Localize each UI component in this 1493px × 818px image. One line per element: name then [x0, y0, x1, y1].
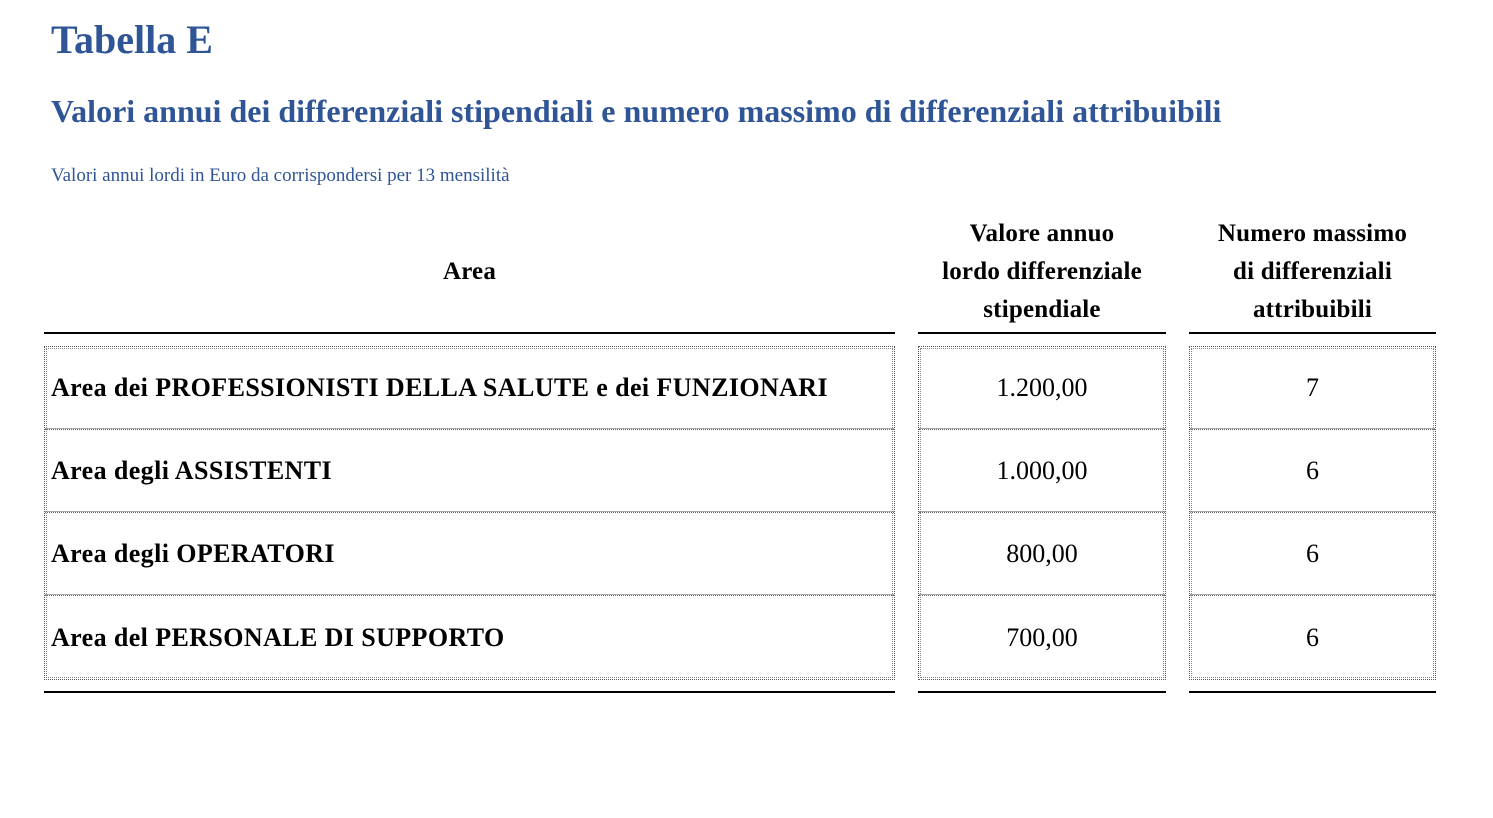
- document-subtitle: Valori annui dei differenziali stipendiali e numero massimo di differenziali attribuibili: [51, 93, 1222, 129]
- valore-column: [918, 212, 1166, 693]
- valore-header: [918, 212, 1166, 334]
- document-title: Tabella E: [51, 17, 213, 62]
- table-cell-valore: 800,00: [919, 513, 1165, 596]
- valore-header-line: Valore annuo: [969, 220, 1115, 247]
- area-bottom-rule: [44, 691, 895, 693]
- numero-header-line: Numero massimo: [1217, 220, 1408, 247]
- table-row-area: Area dei PROFESSIONISTI DELLA SALUTE e dei FUNZIONARI: [45, 347, 894, 430]
- table-cell-numero: 6: [1190, 513, 1435, 596]
- area-column-body: [44, 346, 895, 680]
- table-cell-valore: 1.000,00: [919, 430, 1165, 513]
- valore-column-body: [918, 346, 1166, 680]
- numero-header: [1189, 212, 1436, 334]
- valore-bottom-rule: [918, 691, 1166, 693]
- table-cell-numero: 6: [1306, 622, 1319, 652]
- table-cell-valore: 1.200,00: [919, 347, 1165, 430]
- area-column: [44, 212, 895, 693]
- valore-header-line: lordo differenziale: [942, 258, 1142, 285]
- numero-header-line: attribuibili: [1252, 296, 1373, 323]
- numero-column-body: [1189, 346, 1436, 680]
- table-cell-valore: 700,00: [1006, 622, 1078, 652]
- numero-header-line: di differenziali: [1233, 258, 1392, 285]
- table-cell-numero: 7: [1190, 347, 1435, 430]
- table-row-area: Area degli ASSISTENTI: [45, 430, 894, 513]
- numero-column: [1189, 212, 1436, 693]
- table-note: Valori annui lordi in Euro da corrispondersi per 13 mensilità: [51, 165, 510, 186]
- area-header: [44, 212, 895, 334]
- numero-bottom-rule: [1189, 691, 1436, 693]
- area-header-label: Area: [442, 258, 497, 285]
- table-row-area: Area del PERSONALE DI SUPPORTO: [51, 622, 505, 652]
- table-cell-numero: 6: [1190, 430, 1435, 513]
- table-row-area: Area degli OPERATORI: [45, 513, 894, 596]
- valore-header-line: stipendiale: [983, 296, 1101, 323]
